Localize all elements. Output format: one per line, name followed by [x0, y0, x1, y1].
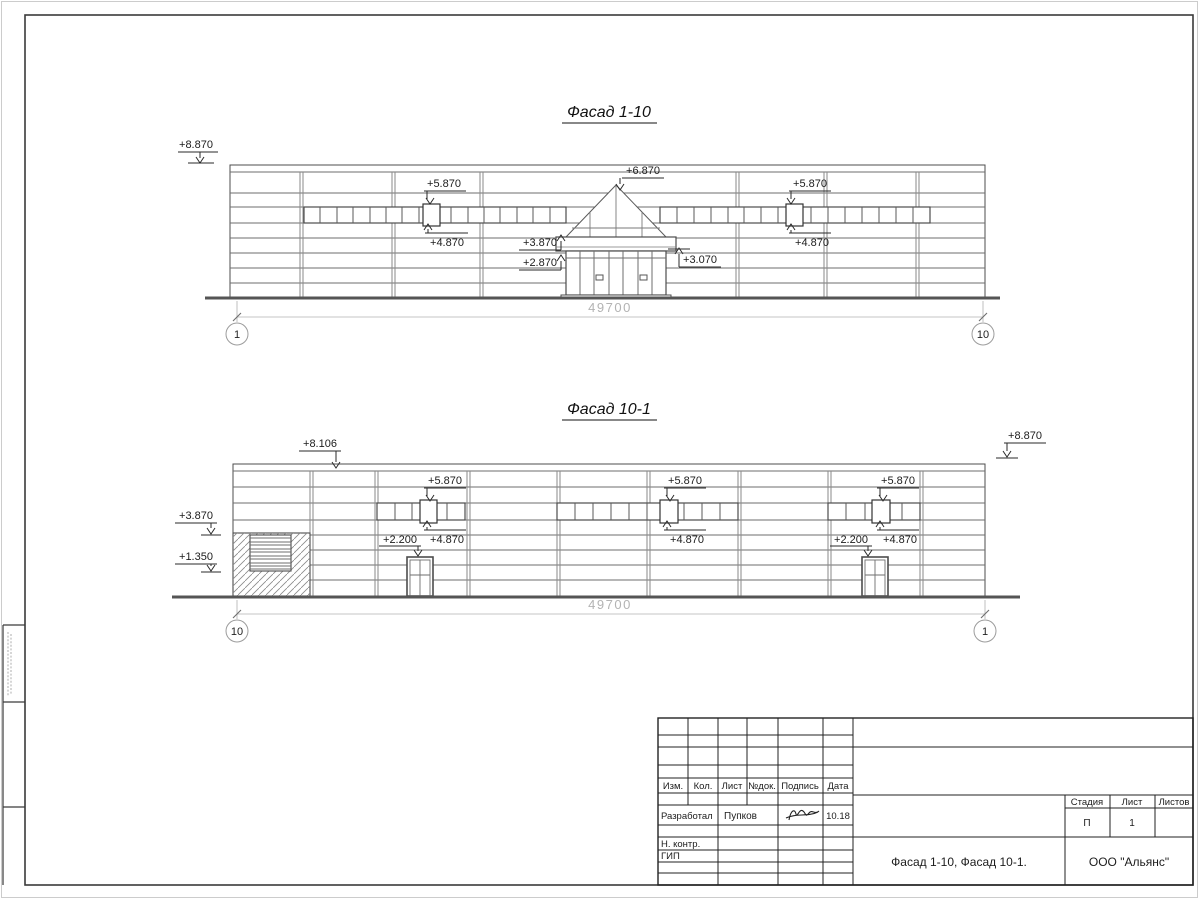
elevation-mark: [175, 510, 221, 535]
col-izm: Изм.: [662, 781, 684, 792]
mark-text: +2.200: [383, 534, 417, 546]
elevation-mark: [379, 534, 422, 556]
elevation-mark: [423, 521, 466, 546]
mark-text: +4.870: [883, 534, 917, 546]
mark-text: +5.870: [427, 178, 461, 190]
facade1-window-band-right: [660, 204, 930, 226]
mark-text: +5.870: [793, 178, 827, 190]
facade2-title: Фасад 10-1: [567, 401, 651, 418]
stage-value: П: [1083, 818, 1091, 829]
mark-text: +4.870: [430, 237, 464, 249]
sheet-frame: [2, 2, 1198, 898]
facade2-marked-window-3: [872, 500, 890, 523]
elevation-mark: [877, 475, 919, 501]
mark-text: +2.870: [523, 257, 557, 269]
facade1-title: Фасад 1-10: [567, 104, 651, 121]
elevation-mark: [830, 534, 872, 556]
entrance-canopy: [556, 237, 676, 251]
facade-1-10: [178, 104, 1000, 345]
facade-10-1: [172, 401, 1046, 642]
mark-text: +8.106: [303, 438, 337, 450]
mark-text: +5.870: [428, 475, 462, 487]
elevation-mark: [996, 430, 1046, 458]
col-podpis: Подпись: [781, 781, 819, 792]
paper-edge: [2, 2, 1198, 898]
elevation-mark: [175, 551, 221, 572]
facade2-dim-text: 49700: [588, 597, 632, 612]
facade1-dimension: [226, 300, 994, 345]
facade2-marked-window-2: [660, 500, 678, 523]
doc-title: Фасад 1-10, Фасад 10-1.: [891, 855, 1027, 869]
facade1-marked-window-right: [786, 204, 803, 226]
facade1-marked-window-left: [423, 204, 440, 226]
date-value: 10.18: [826, 811, 850, 822]
mark-text: +4.870: [670, 534, 704, 546]
facade1-entrance: [556, 185, 676, 299]
rotated-stamp-text: [8, 632, 11, 696]
developer-name: Пупков: [724, 811, 757, 822]
mark-text: +1.350: [179, 551, 213, 563]
facade1-window-band-left: [304, 204, 566, 226]
elevation-mark: [663, 521, 706, 546]
sheets-label: Листов: [1158, 797, 1190, 808]
facade1-dim-text: 49700: [588, 300, 632, 315]
elevation-mark: [664, 475, 706, 501]
company-name: ООО "Альянс": [1088, 855, 1170, 869]
mark-text: +8.870: [1008, 430, 1042, 442]
facade2-dimension: [226, 597, 996, 642]
facade1-elevation-marks: [178, 139, 831, 270]
facade2-louver-block: [233, 533, 310, 596]
stage-label: Стадия: [1070, 797, 1104, 808]
mark-text: +8.870: [179, 139, 213, 151]
facade1-axis-right: 10: [976, 329, 990, 341]
row-gip-label: ГИП: [661, 851, 680, 862]
mark-text: +5.870: [668, 475, 702, 487]
title-block: [658, 718, 1193, 885]
mark-text: +6.870: [626, 165, 660, 177]
facade1-axis-left: 1: [233, 329, 241, 341]
facade2-window-band-3: [828, 500, 920, 523]
elevation-mark: [178, 139, 218, 163]
facade2-window-band-1: [377, 500, 465, 523]
col-list: Лист: [721, 781, 743, 792]
elevation-mark: [616, 165, 664, 190]
mark-text: +2.200: [834, 534, 868, 546]
mark-text: +3.870: [179, 510, 213, 522]
mark-text: +5.870: [881, 475, 915, 487]
sheet-label: Лист: [1121, 797, 1143, 808]
elevation-mark: [424, 224, 468, 249]
facade2-door-left: [407, 557, 433, 596]
facade2-axis-right: 1: [981, 626, 989, 638]
mark-text: +3.070: [683, 254, 717, 266]
signature: [786, 810, 819, 820]
mark-text: +4.870: [795, 237, 829, 249]
facade2-axis-left: 10: [230, 626, 244, 638]
sheet-value: 1: [1129, 818, 1135, 829]
facade2-window-band-2: [557, 500, 738, 523]
mark-text: +3.870: [523, 237, 557, 249]
mark-text: +4.870: [430, 534, 464, 546]
col-kol: Кол.: [693, 781, 713, 792]
col-ndok: №док.: [748, 781, 776, 792]
facade2-door-right: [862, 557, 888, 596]
col-data: Дата: [827, 781, 849, 792]
elevation-mark: [424, 178, 466, 204]
facade2-marked-window-1: [420, 500, 437, 523]
elevation-mark: [876, 521, 919, 546]
row-ncontr-label: Н. контр.: [661, 839, 701, 850]
row-developed-label: Разработал: [661, 811, 713, 822]
elevation-mark: [424, 475, 466, 501]
filing-strip: [3, 625, 25, 885]
